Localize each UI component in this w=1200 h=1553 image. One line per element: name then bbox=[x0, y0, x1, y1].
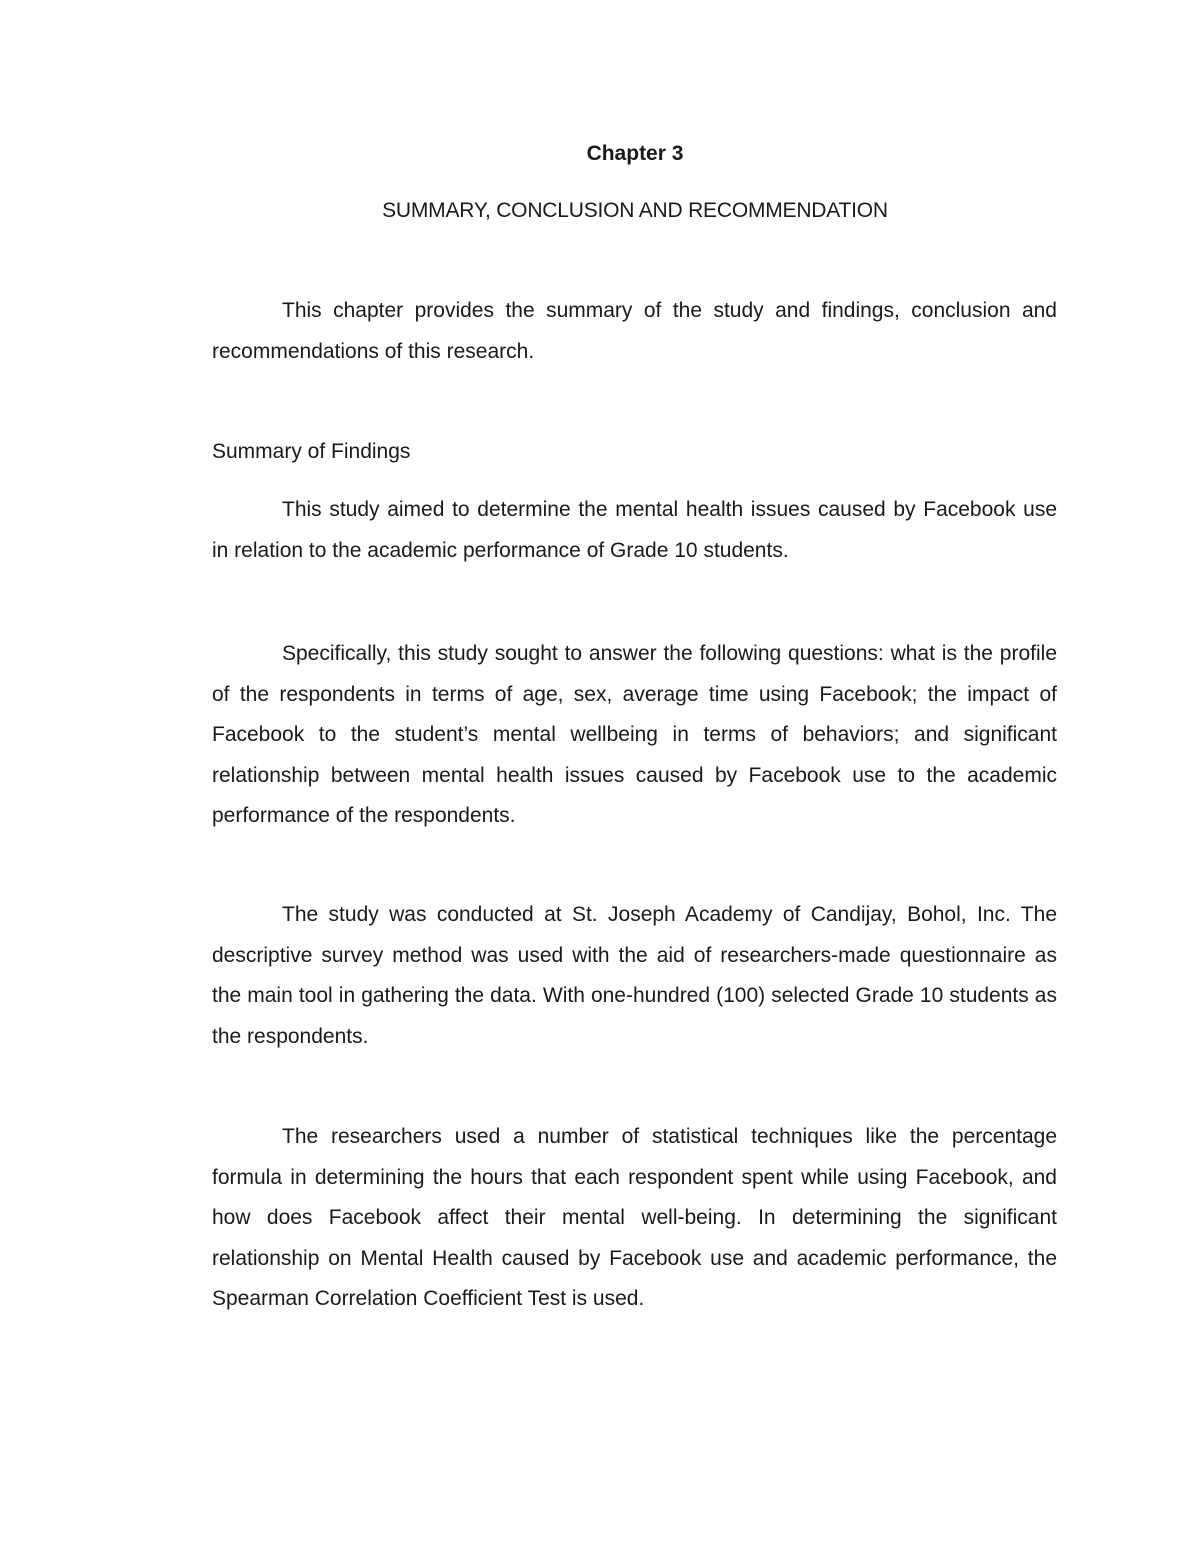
paragraph-study-location: The study was conducted at St. Joseph Academy of Candijay, Bohol, Inc. The descriptive survey method was used with the aid of researchers-made questionnaire as the main tool in gathering the data. With one-hundred (100) selected Grade 10 students as the respondents. bbox=[212, 903, 1057, 1048]
section-heading-summary: Summary of Findings bbox=[212, 440, 411, 463]
intro-paragraph: This chapter provides the summary of the study and findings, conclusion and recommendations of this research. bbox=[212, 299, 1057, 363]
chapter-subtitle: SUMMARY, CONCLUSION AND RECOMMENDATION bbox=[382, 199, 888, 222]
chapter-title: Chapter 3 bbox=[586, 142, 684, 165]
paragraph-specific-questions: Specifically, this study sought to answer the following questions: what is the profile of the respondents in terms of age, sex, average time using Facebook; the impact of Facebook to the student’s mental wellbeing in terms of behaviors; and significant relationship between mental health issues caused by Facebook use to the academic performance of the respondents. bbox=[212, 642, 1057, 827]
paragraph-statistical-techniques: The researchers used a number of statistical techniques like the percentage formula in determining the hours that each respondent spent while using Facebook, and how does Facebook affect their mental well-being. In determining the significant relationship on Mental Health caused by Facebook use and academic performance, the Spearman Correlation Coefficient Test is used. bbox=[212, 1125, 1057, 1310]
paragraph-study-aim: This study aimed to determine the mental health issues caused by Facebook use in relation to the academic performance of Grade 10 students. bbox=[212, 498, 1057, 562]
